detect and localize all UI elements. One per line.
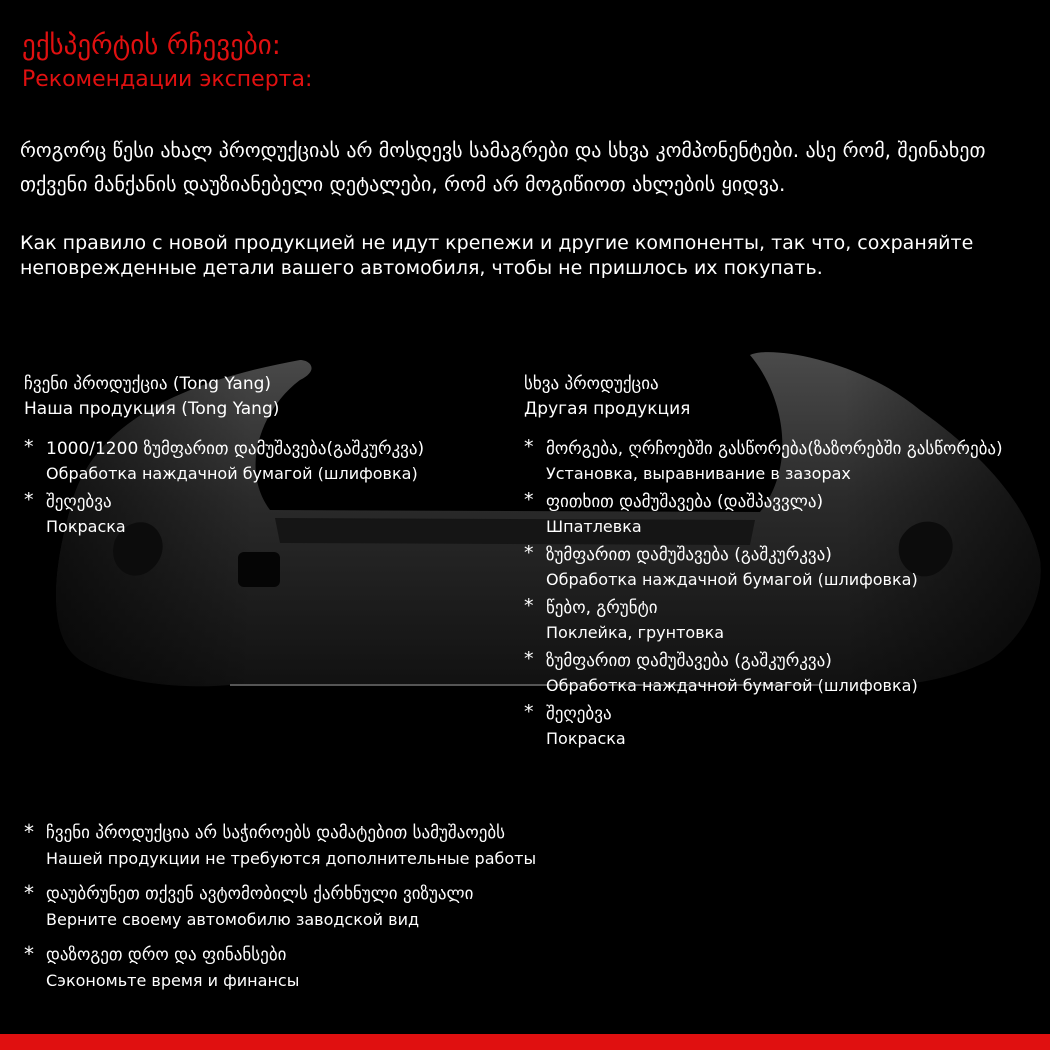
list-item: * ზუმფარით დამუშავება (გაშკურკვა) Обработка наждачной бумагой (шлифовка) [524, 648, 918, 695]
list-item: * მორგება, ღრჩოებში გასწორება(ზაზორებში გასწორება) Установка, выравнивание в зазорах [524, 436, 1003, 483]
list-item: * წებო, გრუნტი Поклейка, грунтовка [524, 595, 725, 642]
list-item: * ზუმფარით დამუშავება (გაშკურკვა) Обработка наждачной бумагой (шлифовка) [524, 542, 918, 589]
benefits-list [24, 820, 1024, 1003]
list-item: * ჩვენი პროდუქცია არ საჭიროებს დამატებით სამუშაოებს Нашей продукции не требуются дополнительные работы [24, 820, 537, 868]
our-product-section [24, 372, 514, 542]
page-title: ექსპერტის რჩევები: [22, 30, 281, 61]
bullet-star-icon: * [524, 542, 534, 564]
our-product-heading-ru: Наша продукция (Tong Yang) [24, 399, 280, 419]
intro-text-ru: Как правило с новой продукцией не идут крепежи и другие компоненты, так что, сохраняйте неповрежденные детали вашего автомобиля, чтобы не пришлось их покупать. [20, 232, 974, 279]
page-subtitle: Рекомендации эксперта: [22, 67, 313, 92]
bullet-star-icon: * [24, 436, 34, 458]
other-product-heading-ru: Другая продукция [524, 399, 691, 419]
bullet-star-icon: * [524, 595, 534, 617]
bullet-star-icon: * [24, 881, 34, 905]
bullet-star-icon: * [524, 436, 534, 458]
bullet-star-icon: * [24, 489, 34, 511]
list-item: * ფითხით დამუშავება (დაშპავვლა) Шпатлевка [524, 489, 824, 536]
other-product-section [524, 372, 1050, 754]
list-item: * 1000/1200 ზუმფარით დამუშავება(გაშკურკვა) Обработка наждачной бумагой (шлифовка) [24, 436, 425, 483]
list-item: * დაუბრუნეთ თქვენ ავტომობილს ქარხნული ვიზუალი Верните своему автомобилю заводской вид [24, 881, 474, 929]
bottom-accent-bar [0, 1034, 1050, 1050]
bullet-star-icon: * [24, 942, 34, 966]
list-item: * დაზოგეთ დრო და ფინანსები Сэкономьте время и финансы [24, 942, 300, 990]
other-product-heading-ka: სხვა პროდუქცია [524, 374, 659, 394]
bullet-star-icon: * [524, 648, 534, 670]
our-product-heading-ka: ჩვენი პროდუქცია (Tong Yang) [24, 374, 272, 394]
list-item: * შეღებვა Покраска [24, 489, 126, 536]
list-item: * შეღებვა Покраска [524, 701, 626, 748]
bullet-star-icon: * [524, 701, 534, 723]
bullet-star-icon: * [524, 489, 534, 511]
intro-text-ka: როგორც წესი ახალ პროდუქციას არ მოსდევს სამაგრები და სხვა კომპონენტები. ასე რომ, შეინახეთ თქვენი მანქანის დაუზიანებელი დეტალები, რომ არ მოგიწიოთ ახლების ყიდვა. [20, 138, 986, 196]
bullet-star-icon: * [24, 820, 34, 844]
